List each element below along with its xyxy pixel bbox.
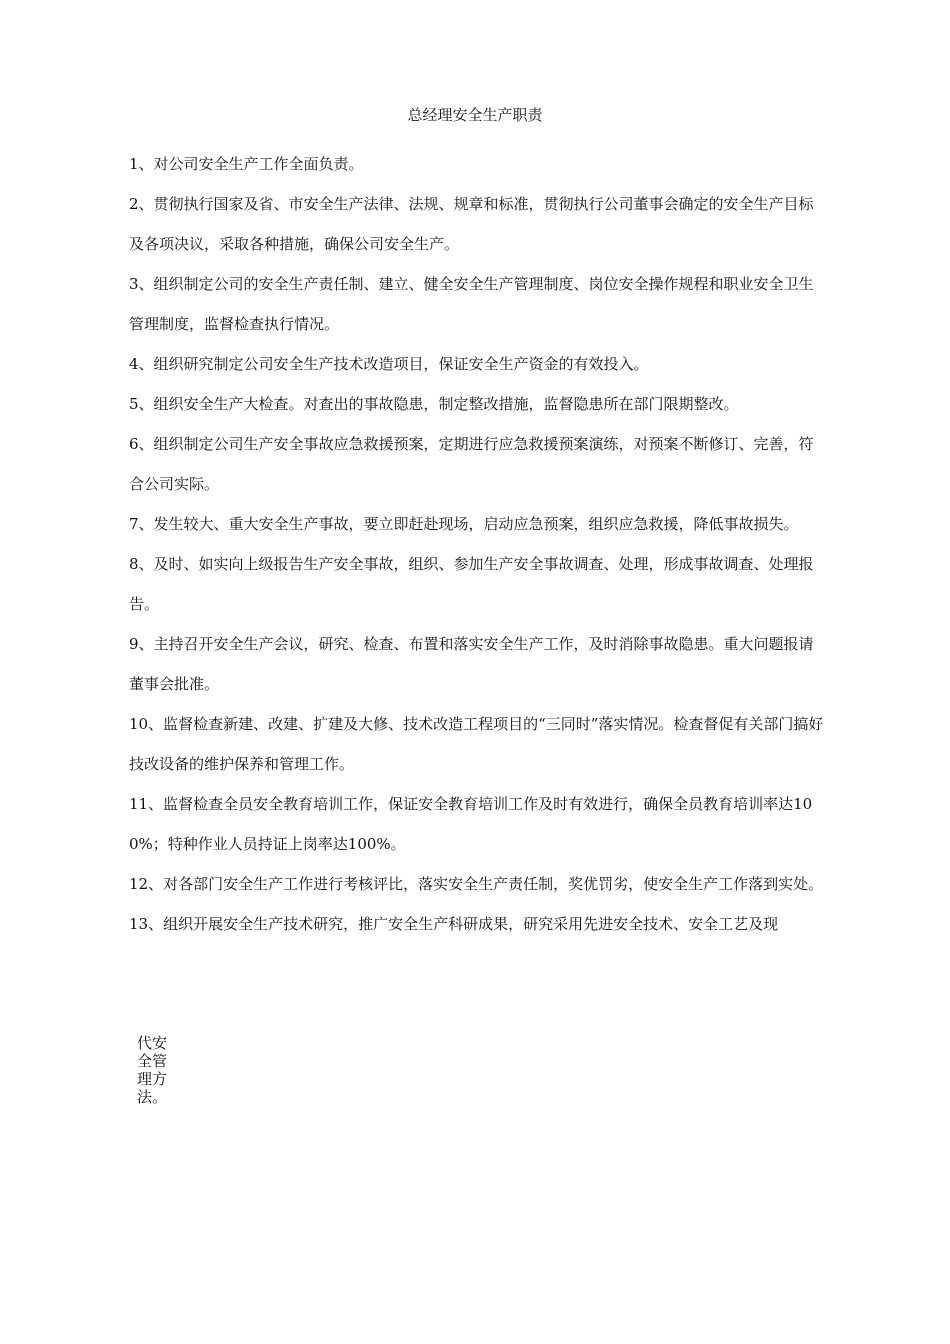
list-item: 7、发生较大、重大安全生产事故，要立即赶赴现场，启动应急预案，组织应急救援，降低事故损失。 xyxy=(129,515,799,533)
list-item: 12、对各部门安全生产工作进行考核评比，落实安全生产责任制，奖优罚劣，使安全生产工作落到实处。 xyxy=(129,875,824,893)
list-item: 6、组织制定公司生产安全事故应急救援预案，定期进行应急救援预案演练，对预案不断修订、完善，符合公司实际。 xyxy=(129,435,814,493)
list-item: 3、组织制定公司的安全生产责任制、建立、健全安全生产管理制度、岗位安全操作规程和职业安全卫生管理制度，监督检查执行情况。 xyxy=(129,275,814,333)
list-item-continuation: 代安全管理方法。 xyxy=(137,1034,168,1106)
list-item: 2、贯彻执行国家及省、市安全生产法律、法规、规章和标准，贯彻执行公司董事会确定的安全生产目标及各项决议，采取各种措施，确保公司安全生产。 xyxy=(129,195,814,253)
list-item: 8、及时、如实向上级报告生产安全事故，组织、参加生产安全事故调查、处理，形成事故调查、处理报告。 xyxy=(129,555,814,613)
list-item: 5、组织安全生产大检查。对查出的事故隐患，制定整改措施，监督隐患所在部门限期整改。 xyxy=(129,395,739,413)
list-item: 1、对公司安全生产工作全面负责。 xyxy=(129,155,364,173)
list-item: 11、监督检查全员安全教育培训工作，保证安全教育培训工作及时有效进行，确保全员教育培训率达100%；特种作业人员持证上岗率达100%。 xyxy=(129,795,813,853)
list-item: 13、组织开展安全生产技术研究，推广安全生产科研成果，研究采用先进安全技术、安全工艺及现 xyxy=(129,915,779,933)
list-item: 10、监督检查新建、改建、扩建及大修、技术改造工程项目的“三同时”落实情况。检查督促有关部门搞好技改设备的维护保养和管理工作。 xyxy=(129,715,824,773)
responsibility-list xyxy=(129,144,824,944)
list-item: 9、主持召开安全生产会议，研究、检查、布置和落实安全生产工作，及时消除事故隐患。重大问题报请董事会批准。 xyxy=(129,635,814,693)
list-item: 4、组织研究制定公司安全生产技术改造项目，保证安全生产资金的有效投入。 xyxy=(129,355,649,373)
document-title: 总经理安全生产职责 xyxy=(407,106,543,124)
